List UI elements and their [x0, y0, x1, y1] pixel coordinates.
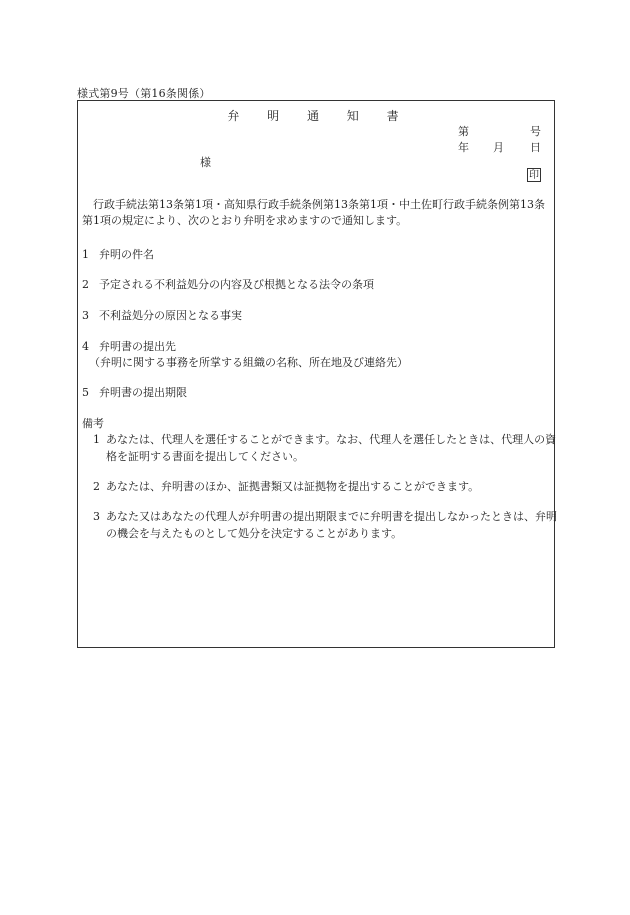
date-year-label: 年: [458, 141, 469, 154]
notice-frame: [77, 100, 555, 648]
remark-text: あなたは、弁明書のほか、証拠書類又は証拠物を提出することができます。: [106, 480, 480, 493]
item-text: 予定される不利益処分の内容及び根拠となる法令の条項: [99, 278, 374, 291]
recipient-honorific: 様: [200, 156, 211, 169]
list-item: [82, 246, 154, 262]
date-month-label: 月: [493, 141, 504, 154]
remark-text: あなた又はあなたの代理人が弁明書の提出期限までに弁明書を提出しなかったときは、弁明の機会を与えたものとして処分を決定することがあります。: [106, 510, 557, 540]
item-number: 1: [82, 248, 89, 261]
remarks-heading: 備考: [82, 417, 104, 430]
date-day-label: 日: [530, 141, 541, 154]
remark-item: [93, 431, 564, 465]
doc-number-suffix: 号: [530, 125, 541, 138]
remark-number: 2: [93, 480, 100, 493]
item-number: 3: [82, 309, 89, 322]
item-number: 2: [82, 278, 89, 291]
list-item: [82, 338, 176, 354]
item-number: 5: [82, 386, 89, 399]
intro-paragraph: 行政手続法第13条第1項・高知県行政手続条例第13条第1項・中土佐町行政手続条例第13条第1項の規定により、次のとおり弁明を求めますので通知します。: [82, 198, 545, 227]
remark-number: 3: [93, 510, 100, 523]
form-number: 様式第9号（第16条関係）: [77, 87, 211, 100]
list-item: [82, 276, 374, 292]
remark-text: あなたは、代理人を選任することができます。なお、代理人を選任したときは、代理人の資格を証明する書面を提出してください。: [106, 433, 557, 463]
item-text: 不利益処分の原因となる事実: [99, 309, 242, 322]
list-item: [82, 384, 187, 400]
item-number: 4: [82, 340, 89, 353]
remark-item: [93, 508, 564, 542]
remark-number: 1: [93, 433, 100, 446]
doc-number-prefix: 第: [458, 125, 469, 138]
item-note: （弁明に関する事務を所掌する組織の名称、所在地及び連絡先）: [89, 356, 408, 369]
document-title: 弁 明 通 知 書: [227, 109, 411, 123]
remark-item: [93, 478, 564, 495]
list-item: [82, 307, 242, 323]
item-text: 弁明書の提出期限: [99, 386, 187, 399]
item-text: 弁明書の提出先: [99, 340, 176, 353]
seal-stamp: 印: [529, 170, 539, 181]
item-text: 弁明の件名: [99, 248, 154, 261]
